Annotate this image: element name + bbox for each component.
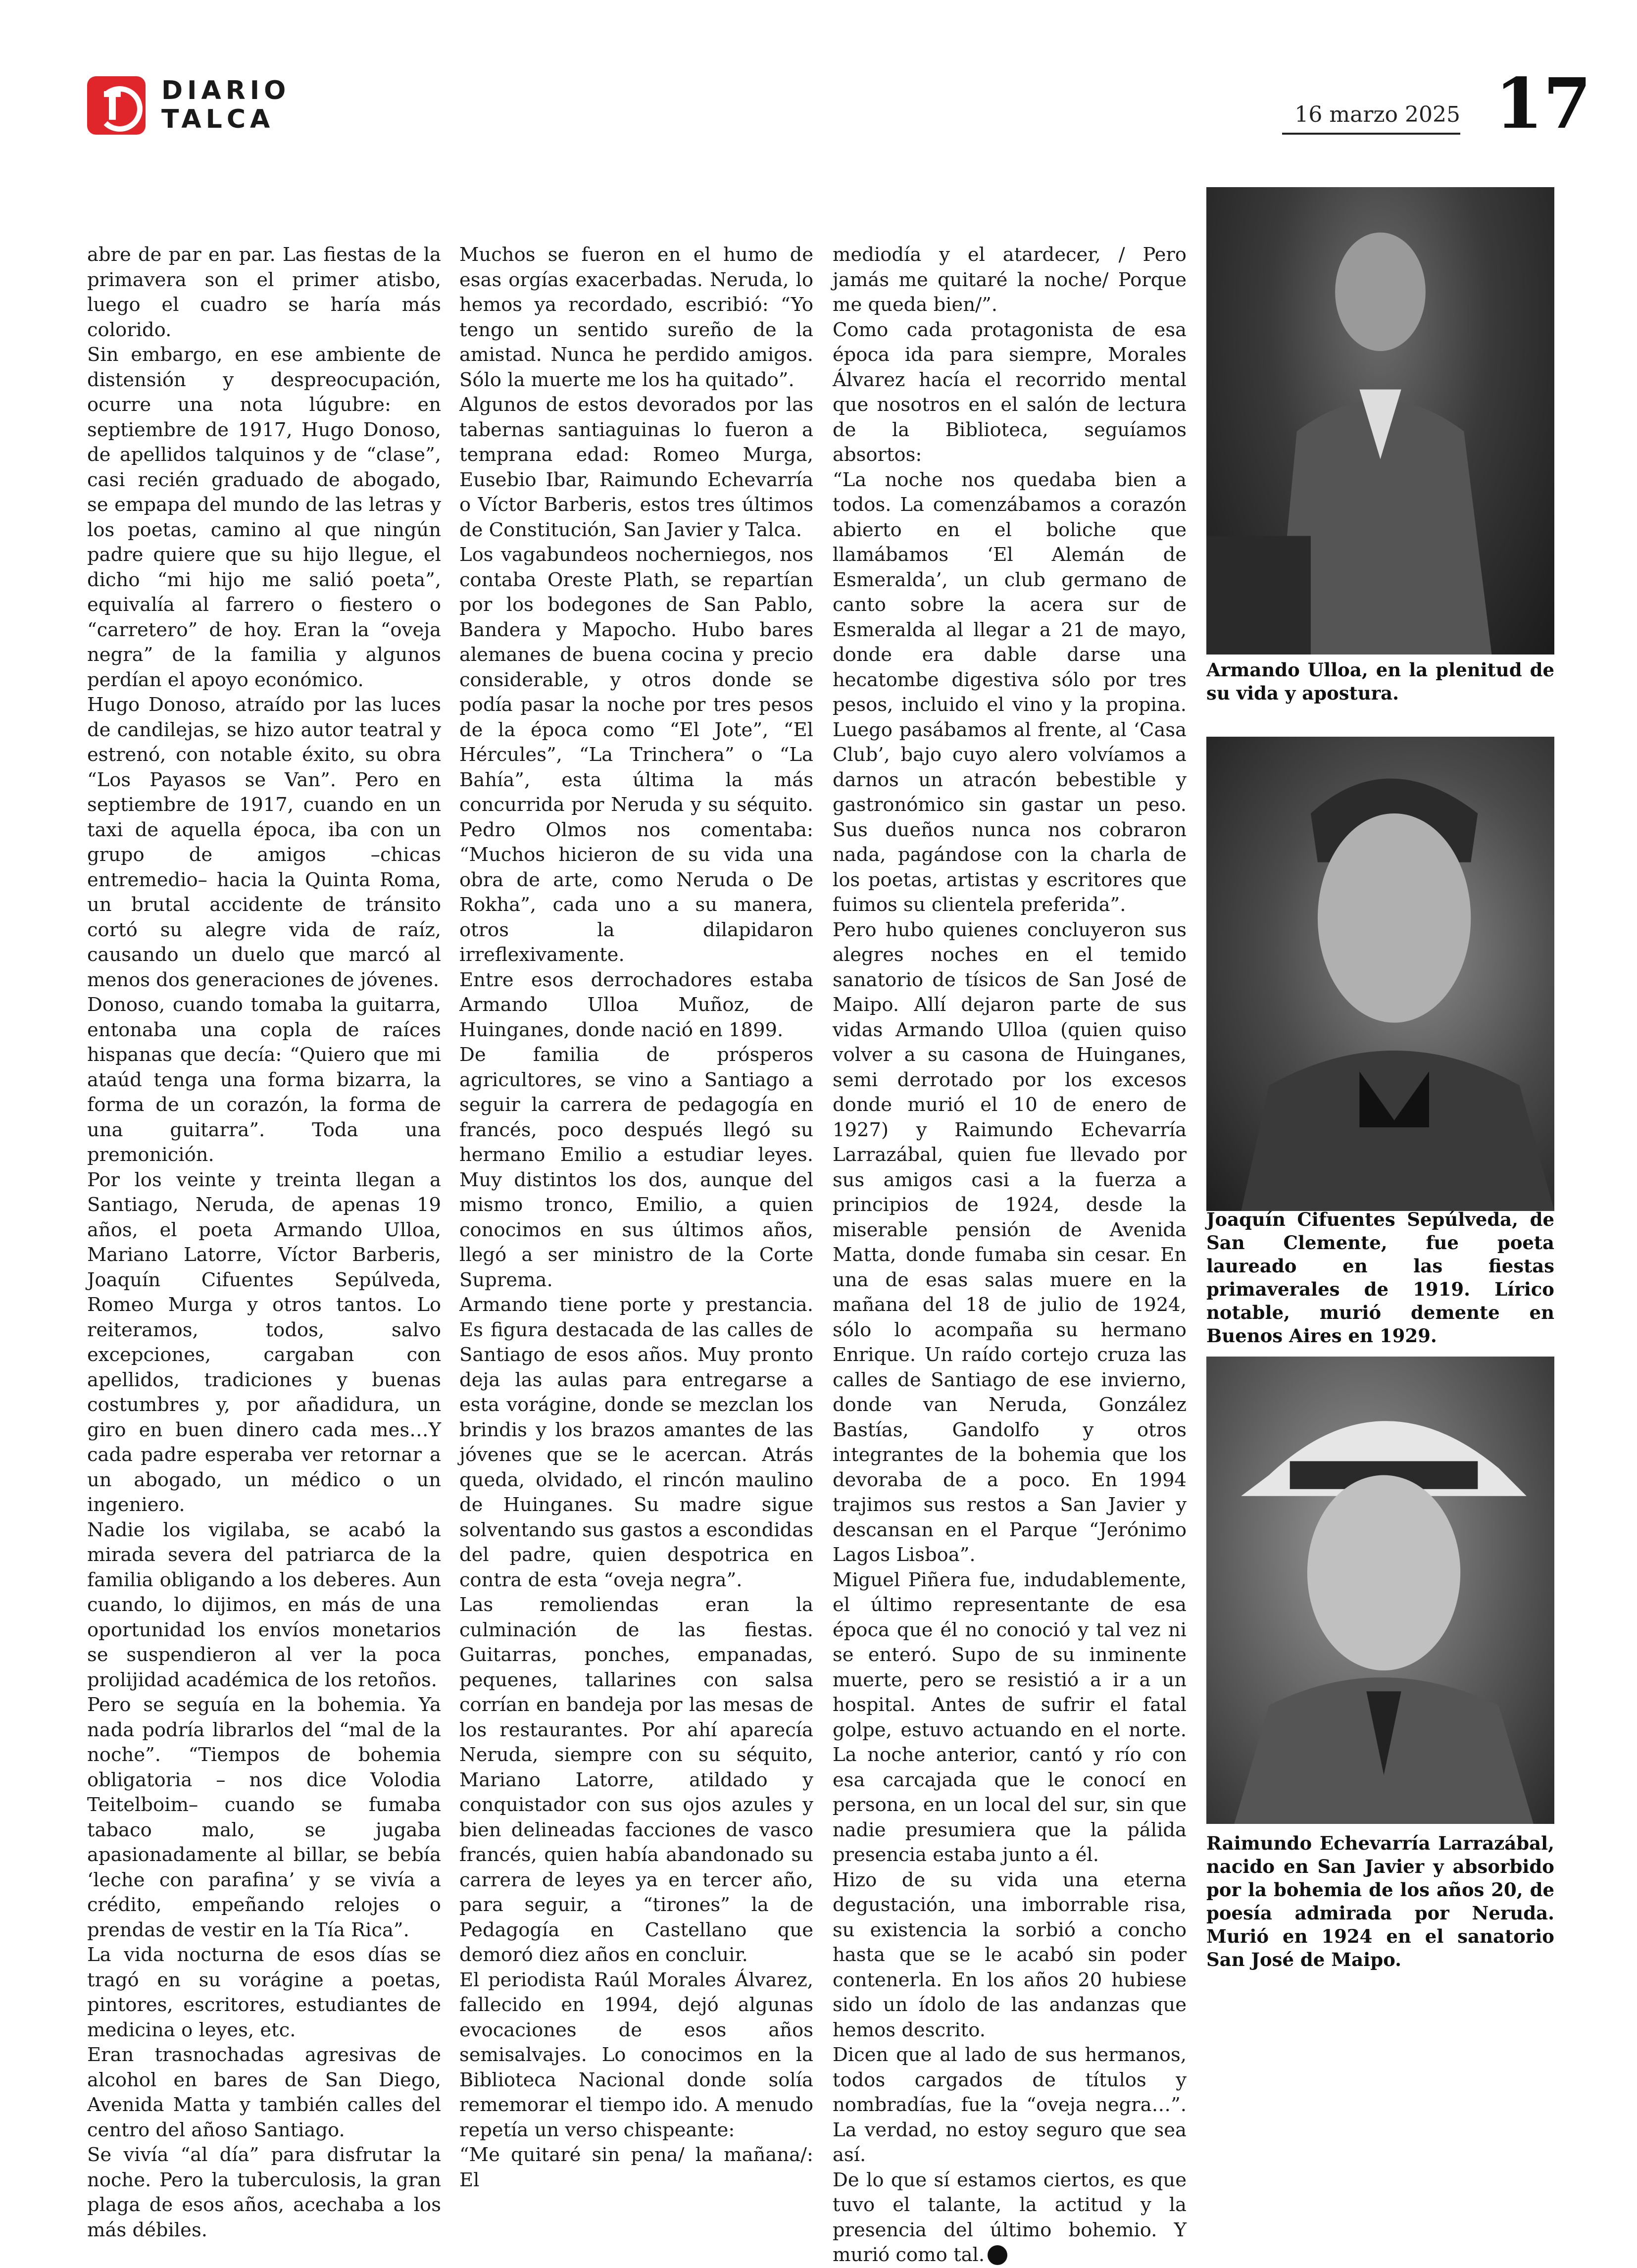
logo-text bbox=[161, 76, 290, 134]
paragraph: Se vivía “al día” para disfrutar la noche. Pero la tuberculosis, la gran plaga de esos años, acechaba a los más débiles. bbox=[87, 2144, 441, 2241]
logo-line1: DIARIO bbox=[161, 76, 291, 105]
issue-date: 16 marzo 2025 bbox=[1294, 102, 1460, 127]
photo-caption: Raimundo Echevarría Larrazábal, nacido en San Javier y absorbido por la bohemia de los años 20, de poesía admirada por Neruda. Murió en 1924 en el sanatorio San José de Maipo. bbox=[1206, 1832, 1554, 1970]
paragraph: Armando tiene porte y prestancia. Es figura destacada de las calles de Santiago de esos años. Muy pronto deja las aulas para entregarse a esta vorágine, donde se mezclan los brindis y los brazos amantes de las jóvenes que se le acercan. Atrás queda, olvidado, el rincón maulino de Huinganes. Su madre sigue solventando sus gastos a escondidas del padre, quien despotrica en contra de esta “oveja negra”. bbox=[459, 1294, 813, 1591]
paragraph: Las remoliendas eran la culminación de las fiestas. Guitarras, ponches, empanadas, pequenes, tallarines con salsa corrían en bandeja por las mesas de los restaurantes. Por ahí aparecía Neruda, siempre con su séquito, Mariano Latorre, atildado y conquistador con sus ojos azules y bien delineadas facciones de vasco francés, quien había abandonado su carrera de leyes ya en tercer año, para seguir, a “tirones” la de Pedagogía en Castellano que demoró diez años en concluir. bbox=[459, 1594, 813, 1966]
paragraph: abre de par en par. Las fiestas de la primavera son el primer atisbo, luego el cuadro se haría más colorido. bbox=[87, 244, 441, 341]
paragraph: Los vagabundeos nocherniegos, nos contaba Oreste Plath, se repartían por los bodegones de San Pablo, Bandera y Mapocho. Hubo bares alemanes de buena cocina y precio considerable, y otros donde se podía pasar la noche por tres pesos de la época como “El Jote”, “El Hércules”, “La Trinchera” o “La Bahía”, esta última la más concurrida por Neruda y su séquito. Pedro Olmos nos comentaba: “Muchos hicieron de su vida una obra de arte, como Neruda o De Rokha”, cada uno a su manera, otros la dilapidaron irreflexivamente. bbox=[459, 544, 813, 966]
paragraph: Miguel Piñera fue, indudablemente, el último representante de esa época que él no conoció y tal vez ni se enteró. Supo de su inminente muerte, pero se resistió a ir a un hospital. Antes de sufrir el fatal golpe, estuvo actuando en el norte. La noche anterior, cantó y río con esa carcajada que le conocí en persona, en un local del sur, sin que nadie presumiera que la pálida presencia estaba junto a él. bbox=[833, 1568, 1187, 1866]
logo-d-icon bbox=[87, 76, 146, 135]
paragraph: Hugo Donoso, atraído por las luces de candilejas, se hizo autor teatral y estrenó, con notable éxito, su obra “Los Payasos se Van”. Pero en septiembre de 1917, cuando en un taxi de aquella época, iba con un grupo de amigos –chicas entremedio– hacia la Quinta Roma, un brutal accidente de tránsito cortó su alegre vida de raíz, causando un duelo que marcó al menos dos generaciones de jóvenes. bbox=[87, 694, 441, 991]
portrait-photo-icon bbox=[1206, 737, 1554, 1211]
paragraph: Muchos se fueron en el humo de esas orgías exacerbadas. Neruda, lo hemos ya recordado, escribió: “Yo tengo un sentido sureño de la amistad. Nunca he perdido amigos. Sólo la muerte me los ha quitado”. bbox=[459, 244, 813, 391]
final-text: De lo que sí estamos ciertos, es que tuvo el talante, la actitud y la presencia del último bohemio. Y murió como tal. bbox=[833, 2168, 1187, 2266]
paragraph: Eran trasnochadas agresivas de alcohol en bares de San Diego, Avenida Matta y también calles del centro del añoso Santiago. bbox=[87, 2044, 441, 2141]
logo-line2: TALCA bbox=[161, 104, 275, 134]
newspaper-logo bbox=[87, 74, 295, 139]
paragraph: Pero se seguía en la bohemia. Ya nada podría librarlos del “mal de la noche”. “Tiempos de bohemia obligatoria – nos dice Volodia Teitelboim– cuando se fumaba tabaco malo, se jugaba apasionadamente al billar, se bebía ‘leche con parafina’ y se vivía a crédito, empeñando relojes o prendas de vestir en la Tía Rica”. bbox=[87, 1694, 441, 1941]
photo-raimundo-echevarria bbox=[1206, 1357, 1554, 1824]
paragraph: Entre esos derrochadores estaba Armando Ulloa Muñoz, de Huinganes, donde nació en 1899. bbox=[459, 968, 813, 1041]
paragraph: Por los veinte y treinta llegan a Santiago, Neruda, de apenas 19 años, el poeta Armando Ulloa, Mariano Latorre, Víctor Barberis, Joaquín Cifuentes Sepúlveda, Romeo Murga y otros tantos. Lo reiteramos, todos, salvo excepciones, cargaban con apellidos, tradiciones y buenas costumbres y, por añadidura, un giro en buen dinero cada mes…Y cada padre esperaba ver retornar a un abogado, un médico o un ingeniero. bbox=[87, 1168, 441, 1516]
paragraph: El periodista Raúl Morales Álvarez, fallecido en 1994, dejó algunas evocaciones de esos años semisalvajes. Lo conocimos en la Biblioteca Nacional donde solía rememorar el tiempo ido. A menudo repetía un verso chispeante: bbox=[459, 1968, 813, 2141]
paragraph: “Me quitaré sin pena/ la mañana/: El bbox=[459, 2144, 813, 2191]
paragraph: De familia de prósperos agricultores, se vino a Santiago a seguir la carrera de pedagogía en francés, poco después llegó su hermano Emilio a estudiar leyes. Muy distintos los dos, aunque del mismo tronco, Emilio, a quien conocimos en sus últimos años, llegó a ser ministro de la Corte Suprema. bbox=[459, 1044, 813, 1291]
portrait-photo-icon bbox=[1206, 1357, 1554, 1824]
paragraph: Como cada protagonista de esa época ida para siempre, Morales Álvarez hacía el recorrido mental que nosotros en el salón de lectura de la Biblioteca, seguíamos absortos: bbox=[833, 318, 1187, 466]
paragraph: La vida nocturna de esos días se tragó en su vorágine a poetas, pintores, escritores, estudiantes de medicina o leyes, etc. bbox=[87, 1944, 441, 2041]
photo-armando-ulloa bbox=[1206, 187, 1554, 655]
portrait-photo-icon bbox=[1206, 187, 1554, 655]
date-rule bbox=[1282, 133, 1460, 135]
page-number: 17 bbox=[1495, 63, 1591, 145]
text-column-2 bbox=[459, 243, 813, 2191]
end-mark-icon bbox=[988, 2245, 1007, 2265]
paragraph: “La noche nos quedaba bien a todos. La comenzábamos a corazón abierto en el boliche que llamábamos ‘El Alemán de Esmeralda’, un club germano de canto sobre la acera sur de Esmeralda al llegar a 21 de mayo, donde era dable darse una hecatombe digestiva sólo por tres pesos, incluido el vino y la propina. Luego pasábamos al frente, al ‘Casa Club’, bajo cuyo alero volvíamos a darnos un atracón bebestible y gastronómico sin gastar un peso. Sus dueños nunca nos cobraron nada, pagándose con la charla de los poetas, artistas y escritores que fuimos su clientela preferida”. bbox=[833, 468, 1187, 916]
paragraph: Pero hubo quienes concluyeron sus alegres noches en el temido sanatorio de tísicos de San José de Maipo. Allí dejaron parte de sus vidas Armando Ulloa (quien quiso volver a su casona de Huinganes, semi derrotado por los excesos donde murió el 10 de enero de 1927) y Raimundo Echevarría Larrazábal, quien fue llevado por sus amigos casi a la fuerza a principios de 1924, desde la miserable pensión de Avenida Matta, donde fumaba sin cesar. En una de esas salas muere en la mañana del 18 de julio de 1924, sólo lo acompaña su hermano Enrique. Un raído cortejo cruza las calles de Santiago de ese invierno, donde van Neruda, González Bastías, Gandolfo y otros integrantes de la bohemia que los devoraba de a poco. En 1994 trajimos sus restos a San Javier y descansan en el Parque “Jerónimo Lagos Lisboa”. bbox=[833, 918, 1187, 1566]
text-column-3 bbox=[833, 243, 1187, 2266]
photo-caption: Joaquín Cifuentes Sepúlveda, de San Clemente, fue poeta laureado en las fiestas primaverales de 1919. Lírico notable, murió demente en Buenos Aires en 1929. bbox=[1206, 1209, 1554, 1347]
paragraph-final bbox=[833, 2168, 1187, 2268]
paragraph: Dicen que al lado de sus hermanos, todos cargados de títulos y nombradías, fue la “oveja negra…”. La verdad, no estoy seguro que sea así. bbox=[833, 2044, 1187, 2166]
paragraph: Sin embargo, en ese ambiente de distensión y despreocupación, ocurre una nota lúgubre: en septiembre de 1917, Hugo Donoso, de apellidos talquinos y de “clase”, casi recién graduado de abogado, se empapa del mundo de las letras y los poetas, camino al que ningún padre quiere que su hijo llegue, el dicho “mi hijo me salió poeta”, equivalía al farrero o fiestero o “carretero” de hoy. Eran la “oveja negra” de la familia y algunos perdían el apoyo económico. bbox=[87, 344, 441, 691]
paragraph: Hizo de su vida una eterna degustación, una imborrable risa, su existencia la sorbió a concho hasta que se le acabó sin poder contenerla. En los años 20 hubiese sido un ídolo de las andanzas que hemos descrito. bbox=[833, 1868, 1187, 2041]
text-column-1 bbox=[87, 243, 441, 2241]
photo-joaquin-cifuentes bbox=[1206, 737, 1554, 1211]
paragraph: Nadie los vigilaba, se acabó la mirada severa del patriarca de la familia obligando a los deberes. Aun cuando, lo dijimos, en más de una oportunidad los envíos monetarios se suspendieron al ver la poca prolijidad académica de los retoños. bbox=[87, 1518, 441, 1691]
paragraph: Algunos de estos devorados por las tabernas santiaguinas lo fueron a temprana edad: Romeo Murga, Eusebio Ibar, Raimundo Echevarría o Víctor Barberis, estos tres últimos de Constitución, San Javier y Talca. bbox=[459, 394, 813, 541]
paragraph: mediodía y el atardecer, / Pero jamás me quitaré la noche/ Porque me queda bien/”. bbox=[833, 244, 1187, 316]
photo-caption: Armando Ulloa, en la plenitud de su vida y apostura. bbox=[1206, 659, 1554, 704]
paragraph: Donoso, cuando tomaba la guitarra, entonaba una copla de raíces hispanas que decía: “Quiero que mi ataúd tenga una forma bizarra, la forma de un corazón, la forma de una guitarra”. Toda una premonición. bbox=[87, 994, 441, 1166]
